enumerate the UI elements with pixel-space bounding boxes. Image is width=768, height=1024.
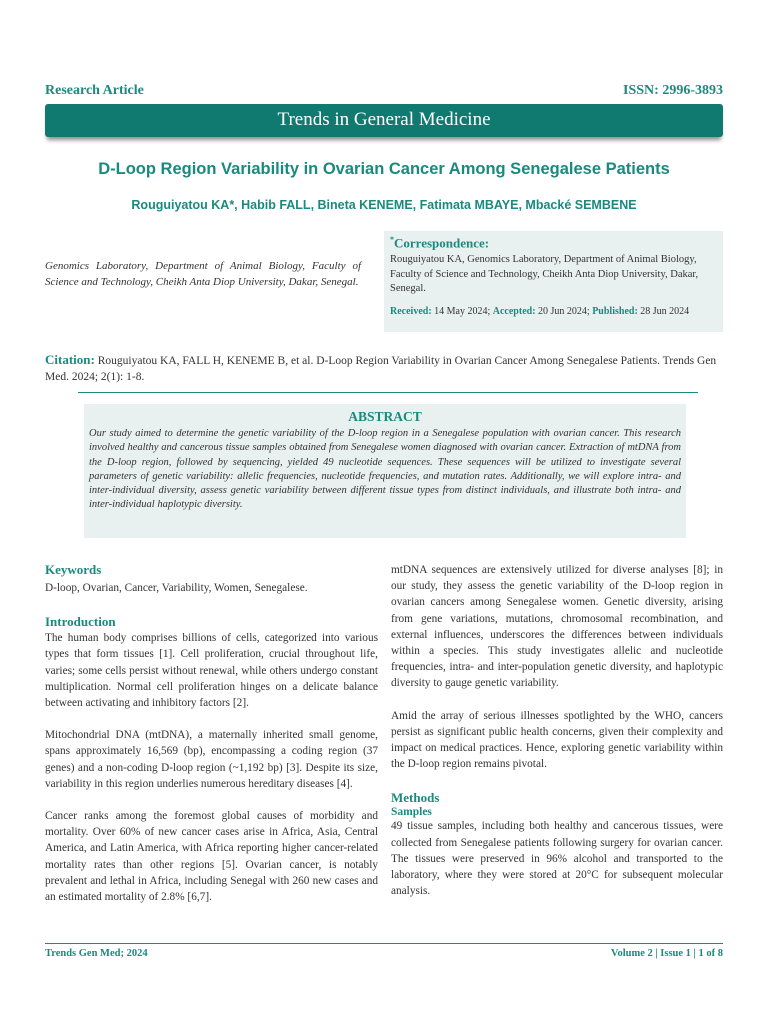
abstract-text: Our study aimed to determine the genetic variability of the D-loop region in a Senegalese population with ovarian cancer. This research involved healthy and cancerous tissue samples obtained from Senegalese women diagnosed with ovarian cancer. Extraction of mtDNA from the D-loop region, followed by sequencing, yielded 49 nucleotide sequences. These sequences will be utilized to investigate several parameters of genetic variability: allelic frequencies, nucleotide frequencies, and mutation rates. Additionally, we will explore intra- and inter-individual diversity, assess genetic variability between different tissue types from distinct individuals, and illustrate both intra- and inter-individual haplotypic diversity. <box>89 428 681 511</box>
affiliation: Genomics Laboratory, Department of Animal Biology, Faculty of Science and Technology, Cheikh Anta Diop University, Dakar, Senegal. <box>45 260 361 288</box>
publication-dates <box>390 306 717 317</box>
correspondence-text: Rouguiyatou KA, Genomics Laboratory, Department of Animal Biology, Faculty of Science and Technology, Cheikh Anta Diop University, Dakar, Senegal. <box>390 254 699 294</box>
introduction-heading: Introduction <box>45 614 116 630</box>
section-divider <box>78 392 698 393</box>
right-column <box>391 562 723 899</box>
published-date: 28 Jun 2024 <box>640 305 690 317</box>
samples-paragraph: 49 tissue samples, including both healthy and cancerous tissues, were collected from Senegalese patients following surgery for ovarian cancer. The tissues were preserved in 96% alcohol and transported to the laboratory, where they were stored at 20°C for subsequent molecular analysis. <box>391 820 723 898</box>
introduction-paragraph: Amid the array of serious illnesses spotlighted by the WHO, cancers persist as significant public health concerns, given their complexity and impact on medical practices. Hence, exploring genetic variability within the D-loop region remains pivotal. <box>391 709 723 771</box>
abstract-heading: ABSTRACT <box>348 409 422 424</box>
published-label: Published: <box>592 305 638 317</box>
top-header <box>45 83 723 101</box>
issn-label: ISSN: 2996-3893 <box>623 83 723 98</box>
accepted-label: Accepted: <box>492 305 536 317</box>
introduction-paragraph: Cancer ranks among the foremost global causes of morbidity and mortality. Over 60% of new cancer cases arise in Africa, Asia, Central America, and Latin America, with Africa reporting higher cancer-related mortality rates than other regions [5]. Ovarian cancer, is notably prevalent and lethal in Africa, including Senegal with 260 new cases and an estimated mortality of 2.8% [6,7]. <box>45 810 378 904</box>
correspondence-marker: * <box>390 235 394 244</box>
methods-heading: Methods <box>391 790 440 806</box>
article-type-label: Research Article <box>45 83 144 98</box>
samples-subheading: Samples <box>391 806 432 819</box>
footer-page-info: Volume 2 | Issue 1 | 1 of 8 <box>610 948 723 959</box>
footer-divider <box>45 943 723 944</box>
received-label: Received: <box>390 305 432 317</box>
footer-journal: Trends Gen Med; 2024 <box>45 948 148 959</box>
correspondence-heading <box>390 235 717 251</box>
keywords-text: D-loop, Ovarian, Cancer, Variability, Women, Senegalese. <box>45 582 308 594</box>
left-column <box>45 562 378 905</box>
accepted-date: 20 Jun 2024; <box>538 305 590 317</box>
keywords-heading: Keywords <box>45 562 102 577</box>
introduction-paragraph: mtDNA sequences are extensively utilized for diverse analyses [8]; in our study, they assess the genetic variability of the D-loop region in ovarian cancers among Senegalese women. Genetic diversity, arising from gene variations, mutations, chromosomal recombination, and external influences, underscores the differences between individuals within a species. This study investigates allelic and nucleotide frequencies, intra- and inter-population genetic diversity, and haplotypic diversity to gauge genetic variability. <box>391 564 723 690</box>
journal-name: Trends in General Medicine <box>277 109 491 130</box>
introduction-paragraph: The human body comprises billions of cells, categorized into various types that form tissues [1]. Cell proliferation, crucial throughout life, varies; some cells persist without renewal, while others undergo constant multiplication. Normal cell proliferation hinges on a delicate balance between activating and inhibitory factors [2]. <box>45 632 378 710</box>
author-list: Rouguiyatou KA*, Habib FALL, Bineta KENEME, Fatimata MBAYE, Mbacké SEMBENE <box>131 198 637 212</box>
citation <box>45 352 723 385</box>
correspondence-box <box>384 231 723 332</box>
received-date: 14 May 2024; <box>434 305 491 317</box>
introduction-paragraph: Mitochondrial DNA (mtDNA), a maternally inherited small genome, spans approximately 16,569 (bp), encompassing a coding region (37 genes) and a non-coding D-loop region (~1,192 bp) [3]. Despite its size, variability in this region underlies numerous hereditary diseases [4]. <box>45 729 378 790</box>
page-footer <box>45 948 723 962</box>
citation-label: Citation: <box>45 352 95 367</box>
correspondence-heading-text: Correspondence: <box>394 235 490 251</box>
citation-text: Rouguiyatou KA, FALL H, KENEME B, et al. D-Loop Region Variability in Ovarian Cancer Among Senegalese Patients. Trends Gen Med. 2024; 2(1): 1-8. <box>45 355 717 383</box>
article-title: D-Loop Region Variability in Ovarian Cancer Among Senegalese Patients <box>98 160 670 178</box>
abstract-box <box>84 404 686 538</box>
journal-banner <box>45 104 723 137</box>
